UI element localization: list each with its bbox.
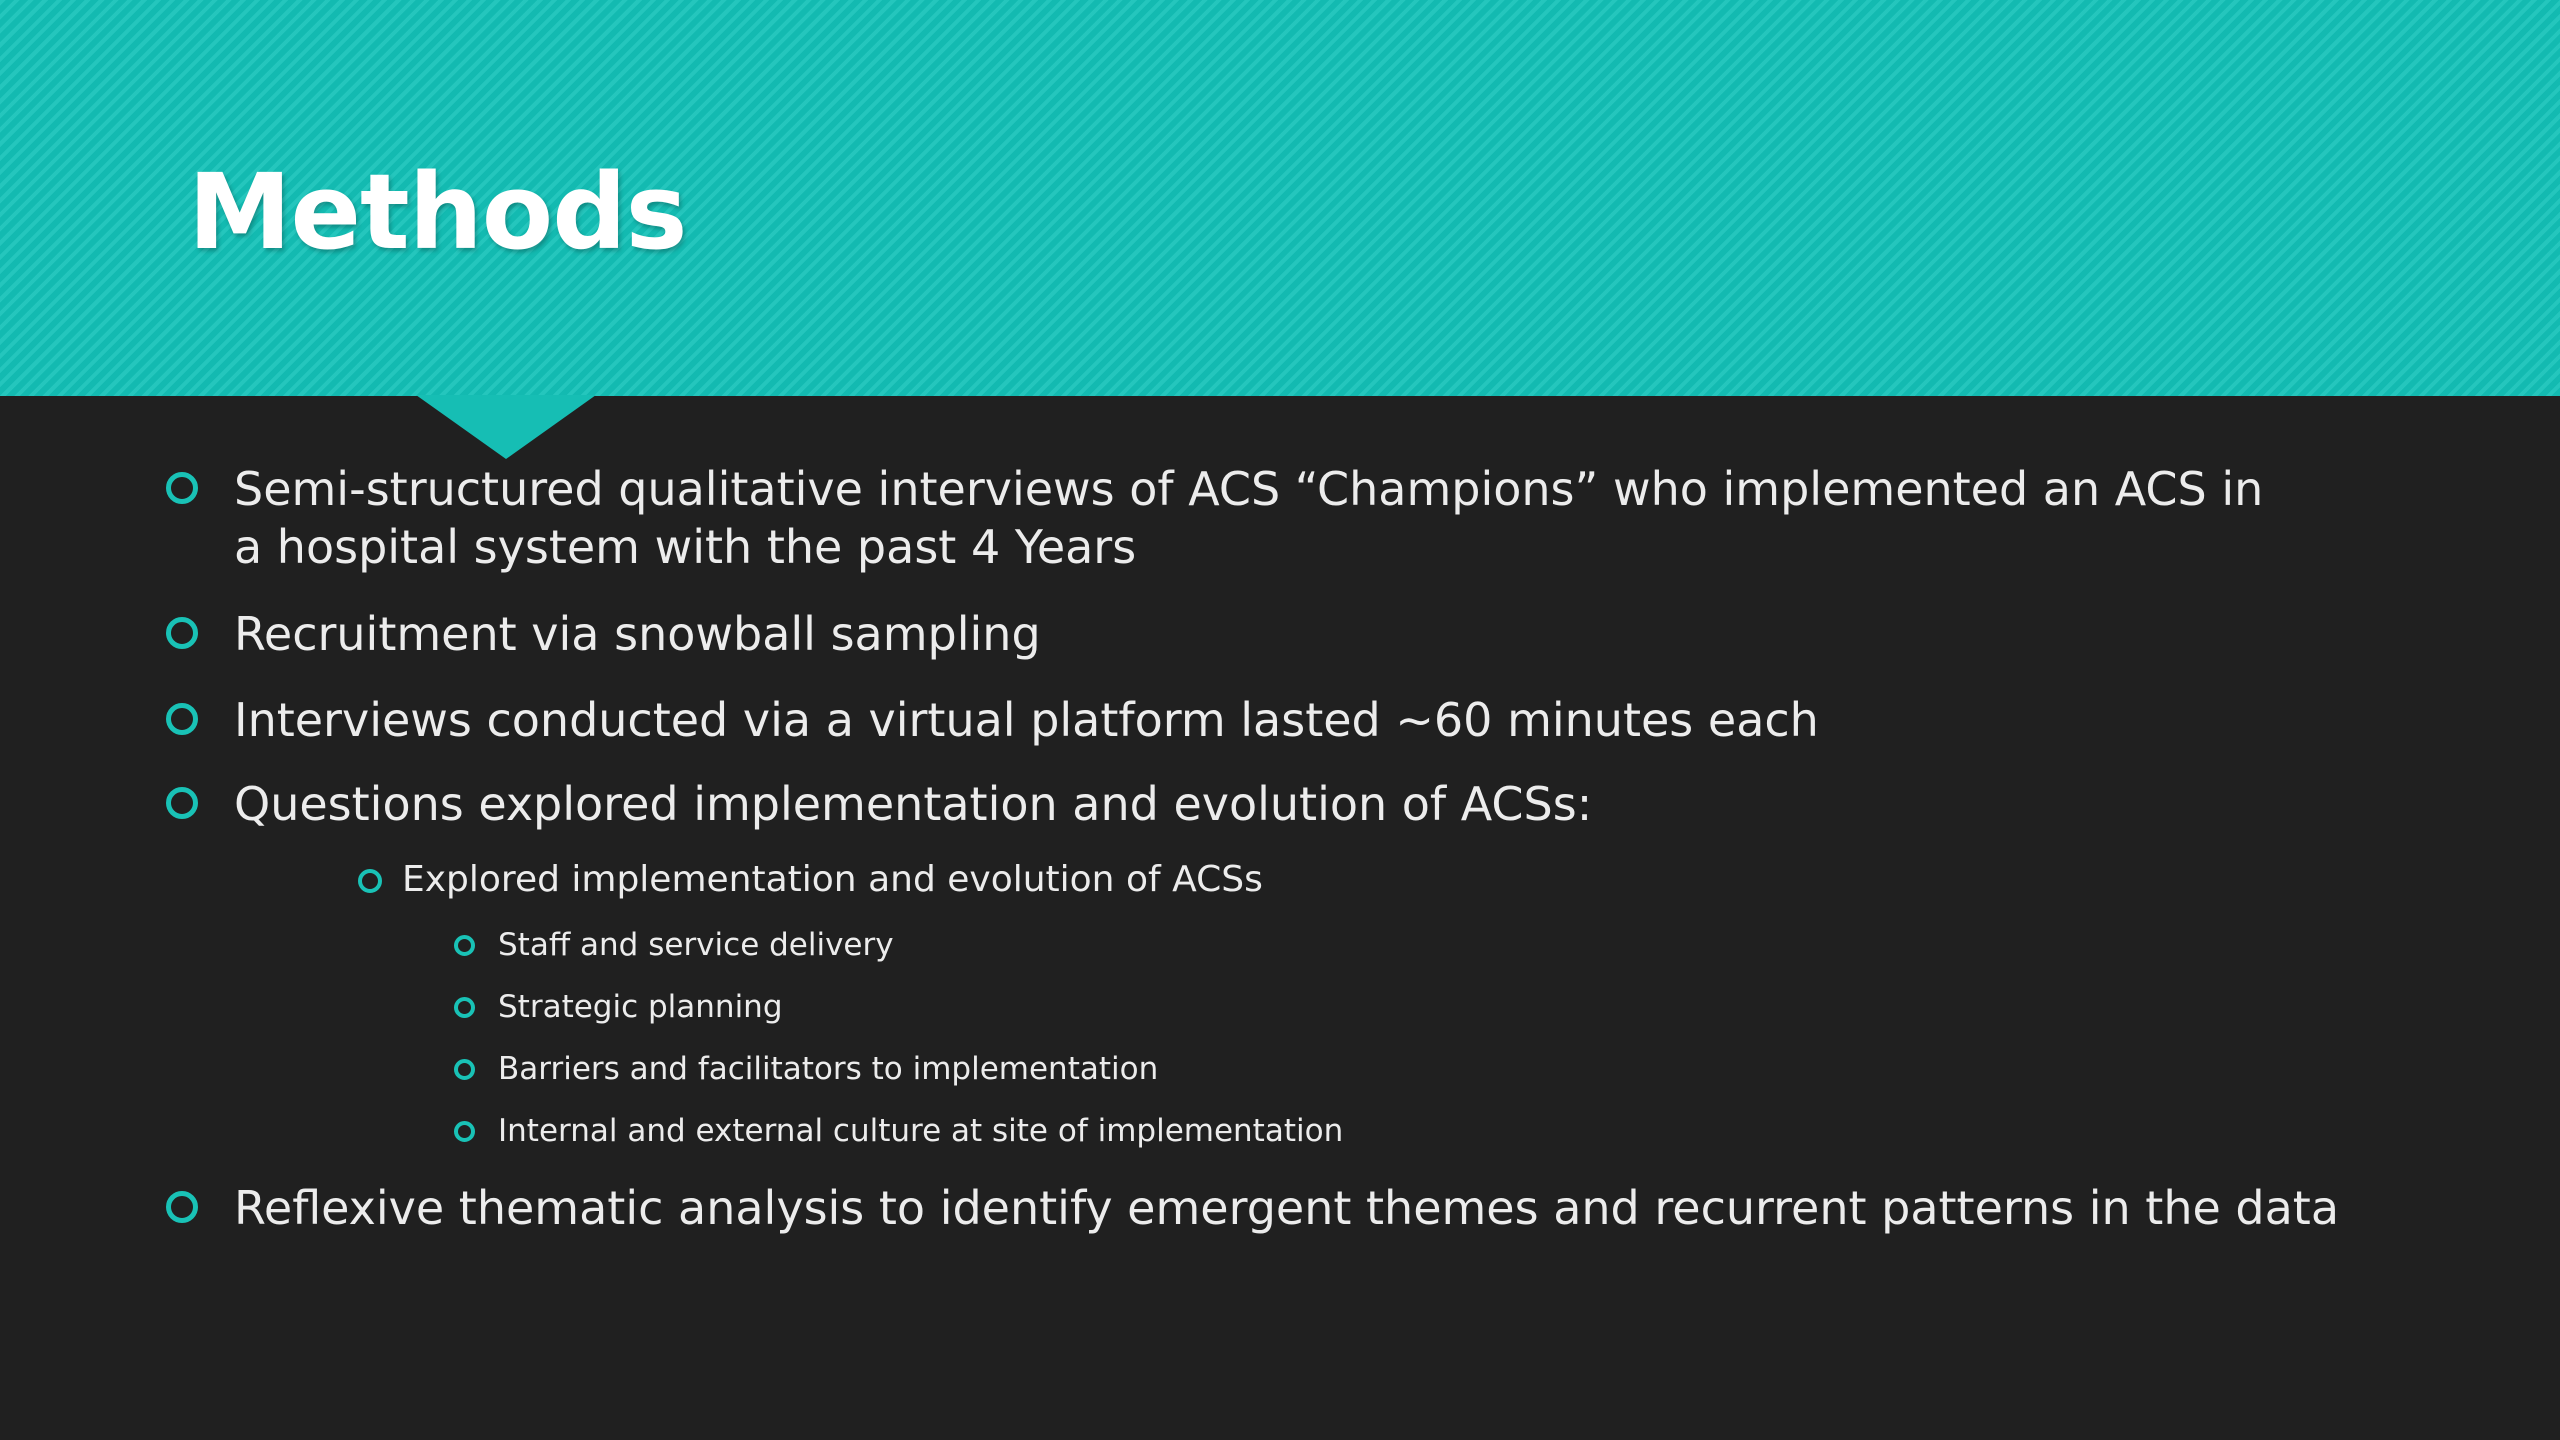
bullet-text: Questions explored implementation and evolution of ACSs: (234, 777, 1593, 831)
sub-bullet-explored (358, 858, 1263, 902)
circle-bullet-icon (166, 472, 198, 504)
bullet-text-line: a hospital system with the past 4 Years (234, 520, 1137, 574)
circle-bullet-icon (166, 787, 198, 819)
bullet-text: Recruitment via snowball sampling (234, 607, 1041, 661)
circle-bullet-icon (454, 1059, 475, 1080)
circle-bullet-icon (454, 935, 475, 956)
bullet-text: Staff and service delivery (498, 927, 894, 963)
bullet-text: Interviews conducted via a virtual platform lasted ~60 minutes each (234, 693, 1819, 747)
bullet-item-questions (166, 775, 1592, 833)
bullet-text: Reflexive thematic analysis to identify emergent themes and recurrent patterns in the data (234, 1181, 2340, 1235)
sub-sub-bullet-staff (454, 925, 894, 965)
sub-sub-bullet-strategic (454, 987, 783, 1027)
bullet-item-thematic-analysis (166, 1179, 2339, 1237)
sub-sub-bullet-culture (454, 1111, 1343, 1151)
bullet-text: Barriers and facilitators to implementation (498, 1051, 1159, 1087)
circle-bullet-icon (166, 1191, 198, 1223)
circle-bullet-icon (454, 997, 475, 1018)
bullet-item-interviews (166, 460, 2263, 576)
circle-bullet-icon (166, 617, 198, 649)
bullet-item-recruitment (166, 605, 1041, 663)
sub-sub-bullet-barriers (454, 1049, 1158, 1089)
header-notch (416, 395, 596, 459)
slide-title: Methods (188, 151, 687, 273)
circle-bullet-icon (454, 1121, 475, 1142)
bullet-text: Strategic planning (498, 989, 783, 1025)
bullet-text: Explored implementation and evolution of ACSs (402, 859, 1263, 900)
bullet-item-virtual-platform (166, 691, 1819, 749)
bullet-text: Internal and external culture at site of implementation (498, 1113, 1344, 1149)
circle-bullet-icon (358, 869, 382, 893)
bullet-text-line: Semi-structured qualitative interviews of ACS “Champions” who implemented an ACS in (234, 462, 2264, 516)
circle-bullet-icon (166, 703, 198, 735)
